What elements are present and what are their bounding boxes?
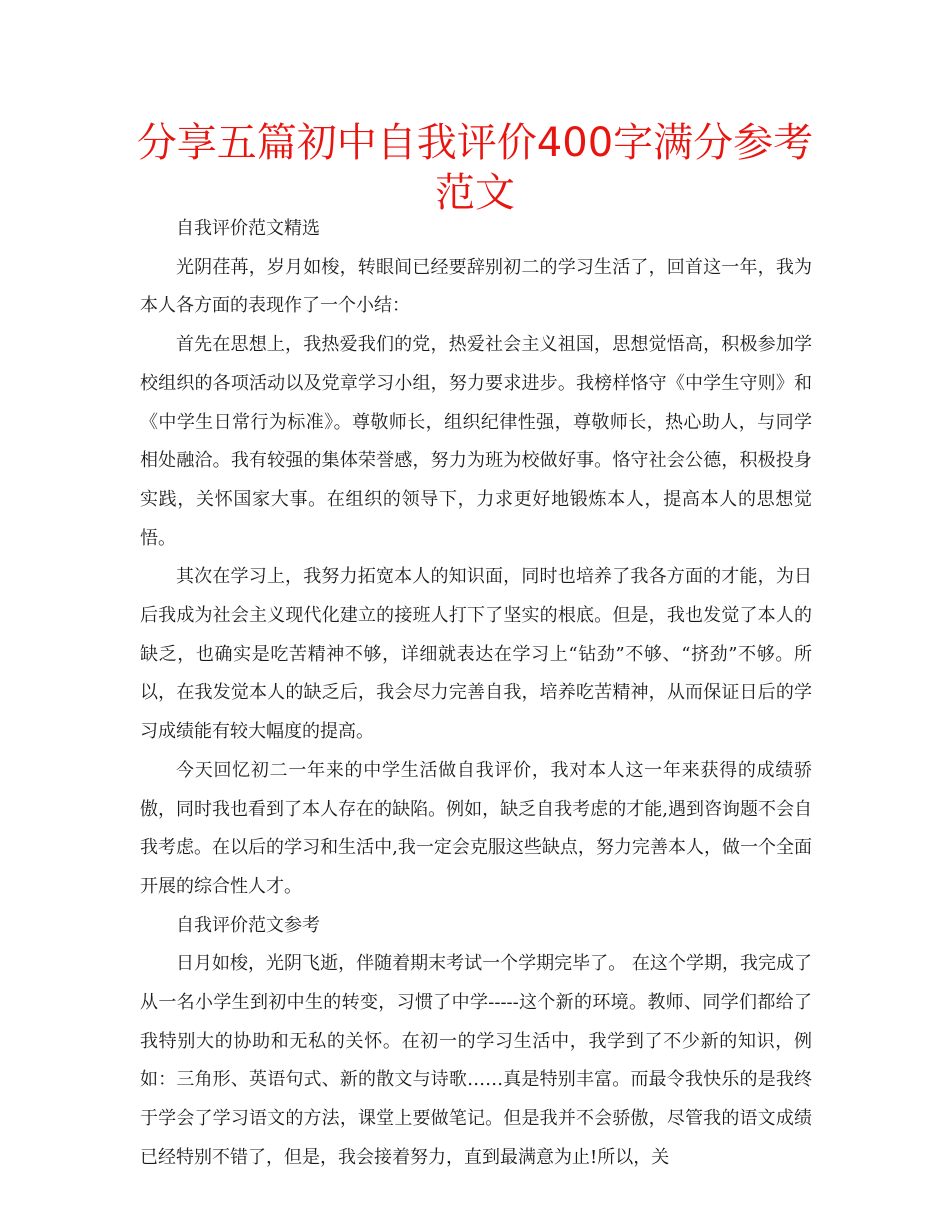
document-body xyxy=(140,210,812,1178)
paragraph: 光阴荏苒，岁月如梭，转眼间已经要辞别初二的学习生活了，回首这一年，我为本人各方面的表现作了一个小结： xyxy=(140,256,812,317)
paragraph: 今天回忆初二一年来的中学生活做自我评价，我对本人这一年来获得的成绩骄傲，同时我也看到了本人存在的缺陷。例如，缺乏自我考虑的才能,遇到咨询题不会自我考虑。在以后的学习和生活中,我一定会克服这些缺点，努力完善本人，做一个全面开展的综合性人才。 xyxy=(140,759,812,897)
paragraph: 其次在学习上，我努力拓宽本人的知识面，同时也培养了我各方面的才能，为日后我成为社会主义现代化建立的接班人打下了坚实的根底。但是，我也发觉了本人的缺乏，也确实是吃苦精神不够，详细就表达在学习上“钻劲”不够、“挤劲”不够。所以，在我发觉本人的缺乏后，我会尽力完善自我，培养吃苦精神，从而保证日后的学习成绩能有较大幅度的提高。 xyxy=(140,566,812,743)
paragraph: 首先在思想上，我热爱我们的党，热爱社会主义祖国，思想觉悟高，积极参加学校组织的各项活动以及党章学习小组，努力要求进步。我榜样恪守《中学生守则》和《中学生日常行为标准》。尊敬师长，组织纪律性强，尊敬师长，热心助人，与同学相处融洽。我有较强的集体荣誉感，努力为班为校做好事。恪守社会公德，积极投身实践，关怀国家大事。在组织的领导下，力求更好地锻炼本人，提高本人的思想觉悟。 xyxy=(140,334,812,549)
section-heading: 自我评价范文参考 xyxy=(176,914,320,936)
paragraph: 日月如梭，光阴飞逝，伴随着期末考试一个学期完毕了。 在这个学期，我完成了从一名小学生到初中生的转变，习惯了中学-----这个新的环境。教师、同学们都给了我特别大的协助和无私的关怀。在初一的学习生活中，我学到了不少新的知识，例如：三角形、英语句式、新的散文与诗歌……真是特别丰富。而最令我快乐的是我终于学会了学习语文的方法，课堂上要做笔记。但是我并不会骄傲，尽管我的语文成绩已经特别不错了，但是，我会接着努力，直到最满意为止!所以，关 xyxy=(140,953,812,1168)
section-heading: 自我评价范文精选 xyxy=(176,218,320,239)
document-title: 分享五篇初中自我评价400字满分参考范文 xyxy=(136,120,814,216)
